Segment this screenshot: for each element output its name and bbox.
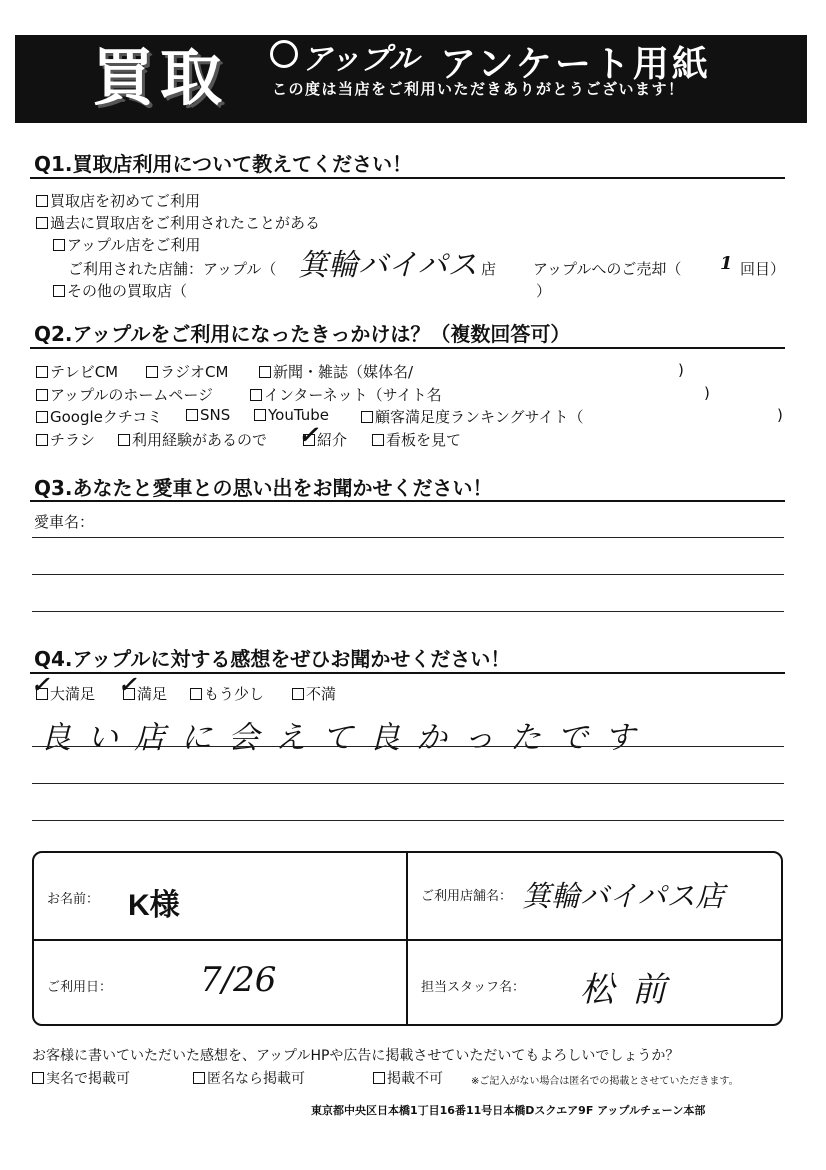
company-address: 東京都中央区日本橋1丁目16番11号日本橋Dスクエア9F アップルチェーン本部 bbox=[311, 1104, 706, 1117]
checkbox[interactable] bbox=[53, 239, 65, 251]
apple-logo-icon bbox=[270, 40, 298, 68]
table-divider bbox=[34, 939, 781, 941]
q1-store-label: ご利用された店舗：アップル（ bbox=[68, 260, 277, 278]
q1-other-close: ） bbox=[536, 282, 552, 300]
q2-paren-close: ) bbox=[777, 406, 783, 424]
q1-store-suffix: 店 bbox=[481, 260, 497, 278]
q2-title: Q2.アップルをご利用になったきっかけは？（複数回答可） bbox=[34, 322, 571, 346]
check-mark-icon: ✓ bbox=[118, 672, 137, 698]
publish-option-real-name[interactable]: 実名で掲載可 bbox=[32, 1068, 130, 1088]
q1-sold-suffix: 回目） bbox=[740, 260, 786, 278]
q2-underline bbox=[30, 347, 785, 349]
answer-line[interactable] bbox=[32, 820, 784, 821]
q2-option-signboard[interactable]: 看板を見て bbox=[372, 429, 461, 450]
checkbox[interactable] bbox=[372, 434, 384, 446]
thanks-message: この度は当店をご利用いただきありがとうございます！ bbox=[272, 80, 685, 98]
q1-sold-handwritten[interactable]: 1 bbox=[720, 253, 733, 274]
date-value-handwritten[interactable]: 7/26 bbox=[200, 960, 277, 1000]
q1-underline bbox=[30, 177, 785, 179]
checkbox[interactable] bbox=[118, 434, 130, 446]
publish-option-anonymous[interactable]: 匿名なら掲載可 bbox=[193, 1068, 305, 1088]
q4-option-very-satisfied[interactable]: 大満足 bbox=[36, 683, 95, 704]
q1-option-apple[interactable]: アップル店をご利用 bbox=[53, 234, 200, 255]
q1-store-handwritten[interactable]: 箕輪バイパス bbox=[298, 248, 478, 283]
q2-option-google[interactable]: Googleクチコミ bbox=[36, 406, 162, 427]
q2-option-tvcm[interactable]: テレビCM bbox=[36, 361, 118, 382]
q2-option-homepage[interactable]: アップルのホームページ bbox=[36, 384, 213, 405]
q2-option-referral[interactable]: 紹介 bbox=[303, 429, 347, 450]
form-title: アンケート用紙 bbox=[440, 44, 711, 85]
staff-label: 担当スタッフ名： bbox=[421, 980, 526, 995]
checkbox[interactable] bbox=[36, 366, 48, 378]
name-value[interactable]: K様 bbox=[128, 889, 180, 922]
checkbox[interactable] bbox=[373, 1072, 385, 1084]
checkbox[interactable] bbox=[146, 366, 158, 378]
q1-option-first[interactable]: 買取店を初めてご利用 bbox=[36, 190, 200, 211]
q2-paren-close: ) bbox=[704, 384, 710, 402]
q2-option-flyer[interactable]: チラシ bbox=[36, 429, 95, 450]
q4-option-so-so[interactable]: もう少し bbox=[190, 683, 264, 704]
brand-name: アップル bbox=[302, 42, 419, 77]
q2-paren-close: ) bbox=[678, 361, 684, 379]
staff-value-handwritten[interactable]: 松前 bbox=[580, 970, 684, 1010]
q3-title: Q3.あなたと愛車との思い出をお聞かせください！ bbox=[34, 476, 493, 500]
checkbox[interactable] bbox=[36, 195, 48, 207]
check-mark-icon: ✓ bbox=[31, 672, 50, 698]
q4-underline bbox=[30, 672, 785, 674]
checkbox[interactable] bbox=[193, 1072, 205, 1084]
store-value-handwritten[interactable]: 箕輪バイパス店 bbox=[522, 879, 725, 913]
name-label: お名前： bbox=[47, 892, 100, 907]
q2-option-newspaper[interactable]: 新聞・雑誌（媒体名/ bbox=[259, 361, 413, 382]
checkbox[interactable] bbox=[53, 285, 65, 297]
checkbox[interactable] bbox=[36, 217, 48, 229]
checkbox[interactable] bbox=[361, 411, 373, 423]
q2-option-radiocm[interactable]: ラジオCM bbox=[146, 361, 228, 382]
answer-line[interactable] bbox=[32, 746, 784, 747]
publish-note: ※ご記入がない場合は匿名での掲載とさせていただきます。 bbox=[471, 1076, 739, 1087]
q1-option-other[interactable]: その他の買取店（ bbox=[53, 280, 187, 301]
q2-option-internet[interactable]: インターネット（サイト名 bbox=[250, 384, 442, 405]
q4-comment-handwritten[interactable]: 良い店に会えて良かったです bbox=[40, 720, 651, 756]
q2-option-sns[interactable]: SNS bbox=[186, 406, 230, 424]
q3-car-label: 愛車名： bbox=[34, 513, 95, 531]
q4-option-dissatisfied[interactable]: 不満 bbox=[292, 683, 336, 704]
publish-option-no[interactable]: 掲載不可 bbox=[373, 1068, 443, 1088]
answer-line[interactable] bbox=[32, 574, 784, 575]
q4-title: Q4.アップルに対する感想をぜひお聞かせください！ bbox=[34, 647, 511, 671]
q2-option-experience[interactable]: 利用経験があるので bbox=[118, 429, 267, 450]
publish-question: お客様に書いていただいた感想を、アップルHPや広告に掲載させていただいてもよろしいでしょうか？ bbox=[32, 1048, 680, 1064]
checkbox[interactable] bbox=[36, 389, 48, 401]
answer-line[interactable] bbox=[32, 611, 784, 612]
date-label: ご利用日： bbox=[47, 980, 113, 995]
checkbox[interactable] bbox=[254, 409, 266, 421]
checkbox[interactable] bbox=[190, 688, 202, 700]
checkbox[interactable] bbox=[36, 411, 48, 423]
q4-option-satisfied[interactable]: 満足 bbox=[123, 683, 167, 704]
checkbox[interactable] bbox=[186, 409, 198, 421]
kaitori-logo-text: 買取 bbox=[92, 41, 229, 114]
checkbox[interactable] bbox=[32, 1072, 44, 1084]
q1-sold-label: アップルへのご売却（ bbox=[533, 260, 682, 278]
answer-line[interactable] bbox=[32, 537, 784, 538]
checkbox[interactable] bbox=[292, 688, 304, 700]
store-label: ご利用店舗名： bbox=[421, 889, 513, 904]
q2-option-youtube[interactable]: YouTube bbox=[254, 406, 329, 424]
q1-title: Q1.買取店利用について教えてください！ bbox=[34, 152, 413, 176]
checkbox[interactable] bbox=[259, 366, 271, 378]
q2-option-ranking[interactable]: 顧客満足度ランキングサイト（ bbox=[361, 406, 584, 427]
q1-option-before[interactable]: 過去に買取店をご利用されたことがある bbox=[36, 212, 320, 233]
check-mark-icon: ✓ bbox=[298, 420, 319, 449]
checkbox[interactable] bbox=[250, 389, 262, 401]
answer-line[interactable] bbox=[32, 783, 784, 784]
checkbox[interactable] bbox=[36, 434, 48, 446]
q3-underline bbox=[30, 500, 785, 502]
